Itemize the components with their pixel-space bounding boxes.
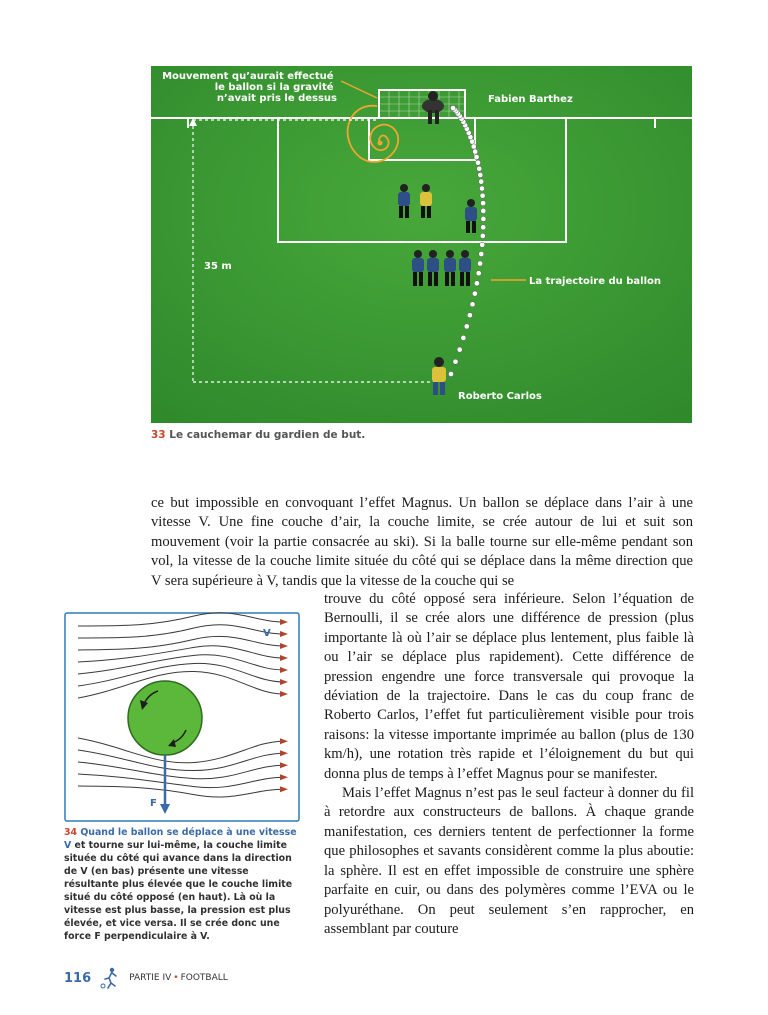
trajectory-ball bbox=[453, 359, 458, 364]
trajectory-ball bbox=[461, 335, 466, 340]
page-number: 116 bbox=[64, 970, 92, 986]
trajectory-ball bbox=[472, 291, 477, 296]
trajectory-ball bbox=[477, 166, 482, 171]
ball bbox=[128, 681, 202, 755]
trajectory-ball bbox=[475, 160, 480, 165]
trajectory-ball bbox=[474, 281, 479, 286]
kicker-label: Roberto Carlos bbox=[458, 391, 542, 402]
trajectory-ball bbox=[478, 261, 483, 266]
trajectory-ball bbox=[474, 154, 479, 159]
magnus-diagram bbox=[64, 612, 300, 822]
magnus-figure bbox=[64, 612, 300, 822]
trajectory-ball bbox=[476, 271, 481, 276]
trajectory-ball bbox=[457, 347, 462, 352]
paragraph-1-continued bbox=[324, 590, 694, 939]
figure-34-caption bbox=[64, 826, 302, 943]
trajectory-ball bbox=[464, 324, 469, 329]
velocity-label: V bbox=[263, 628, 271, 639]
figure-34-number: 34 bbox=[64, 827, 78, 838]
figure-34-caption-text: et tourne sur lui-même, la couche limite située du côté qui avance dans la direction de V (en bas) présente une vitesse résultante plus élevée que le couche limite situé du côté opposé (en haut). Là où la vitesse est plus basse, la pression est plus élevée, et vice versa. Il se crée donc une force F perpendiculaire à V. bbox=[64, 840, 293, 942]
trajectory-ball bbox=[450, 105, 455, 110]
trajectory-ball bbox=[479, 186, 484, 191]
paragraph-2: Mais l’effet Magnus n’est pas le seul facteur à donner du fil à retordre aux constructeurs de ballons. À chaque grande manifestation, ces derniers tentent de perfectionner la forme que philosophes et savants considèrent comme la plus aboutie: la sphère. Il est en effet impossible de construire une sphère parfaite en cuir, ou dans des polymères comme l’EVA ou le polyuréthane. On peut seulement s’en rapprocher, en assemblant par couture bbox=[324, 785, 694, 937]
trajectory-ball bbox=[478, 172, 483, 177]
trajectory-label: La trajectoire du ballon bbox=[529, 276, 661, 287]
trajectory-ball bbox=[481, 208, 486, 213]
figure-33-caption bbox=[151, 429, 365, 441]
trajectory-ball bbox=[481, 216, 486, 221]
figure-33-caption-text: Le cauchemar du gardien de but. bbox=[169, 429, 366, 441]
distance-label: 35 m bbox=[204, 261, 232, 272]
trajectory-ball bbox=[480, 242, 485, 247]
paragraph-1-cont-text: trouve du côté opposé sera inférieure. Selon l’équation de Bernoulli, il se crée alors une différence de pression (plus importante là où l’air se déplace plus lentement, plus faible là ou l’air se déplace plus rapidement). Cette différence de pression engendre une force transversale qui provoque la déviation de la trajectoire. Dans le cas du coup franc de Roberto Carlos, l’effet fut particulièrement visible pour trois raisons: la vitesse importante imprimée au ballon (plus de 130 km/h), une rotation très rapide et l’éloignement du but qui donna plus de temps à l’effet Magnus pour se manifester. bbox=[324, 591, 694, 782]
trajectory-ball bbox=[481, 201, 486, 206]
football-player-icon bbox=[99, 967, 121, 989]
page-footer bbox=[64, 966, 228, 990]
trajectory-ball bbox=[448, 371, 453, 376]
pitch-grass bbox=[151, 66, 692, 423]
trajectory-ball bbox=[467, 313, 472, 318]
annotation-label: Mouvement qu’aurait effectué le ballon si la gravité n’avait pris le dessus bbox=[162, 71, 337, 104]
trajectory-ball bbox=[471, 144, 476, 149]
trajectory-ball bbox=[479, 251, 484, 256]
figure-33-number: 33 bbox=[151, 429, 166, 441]
figure-34-caption-highlight: Quand le ballon se déplace à une vitesse V bbox=[64, 827, 297, 851]
paragraph-1: ce but impossible en convoquant l’effet Magnus. Un ballon se déplace dans l’air à une vitesse V. Une fine couche d’air, la couche limite, se crée autour de lui et suit son mouvement (voir la partie consacrée au ski). Si la balle tourne sur elle-même pendant son vol, la vitesse de la couche limite située du côté qui se déplace dans la même direction que V sera supérieure à V, tandis que la vitesse de la couche qui se bbox=[151, 495, 693, 589]
trajectory-ball bbox=[470, 302, 475, 307]
trajectory-ball bbox=[480, 233, 485, 238]
trajectory-ball bbox=[473, 149, 478, 154]
pitch-figure bbox=[151, 66, 692, 423]
pitch-illustration bbox=[151, 66, 692, 423]
trajectory-ball bbox=[481, 225, 486, 230]
trajectory-ball bbox=[480, 193, 485, 198]
goalkeeper-label: Fabien Barthez bbox=[488, 94, 573, 105]
section-label: PARTIE IV • FOOTBALL bbox=[129, 973, 228, 983]
trajectory-ball bbox=[479, 179, 484, 184]
force-label: F bbox=[150, 798, 157, 809]
